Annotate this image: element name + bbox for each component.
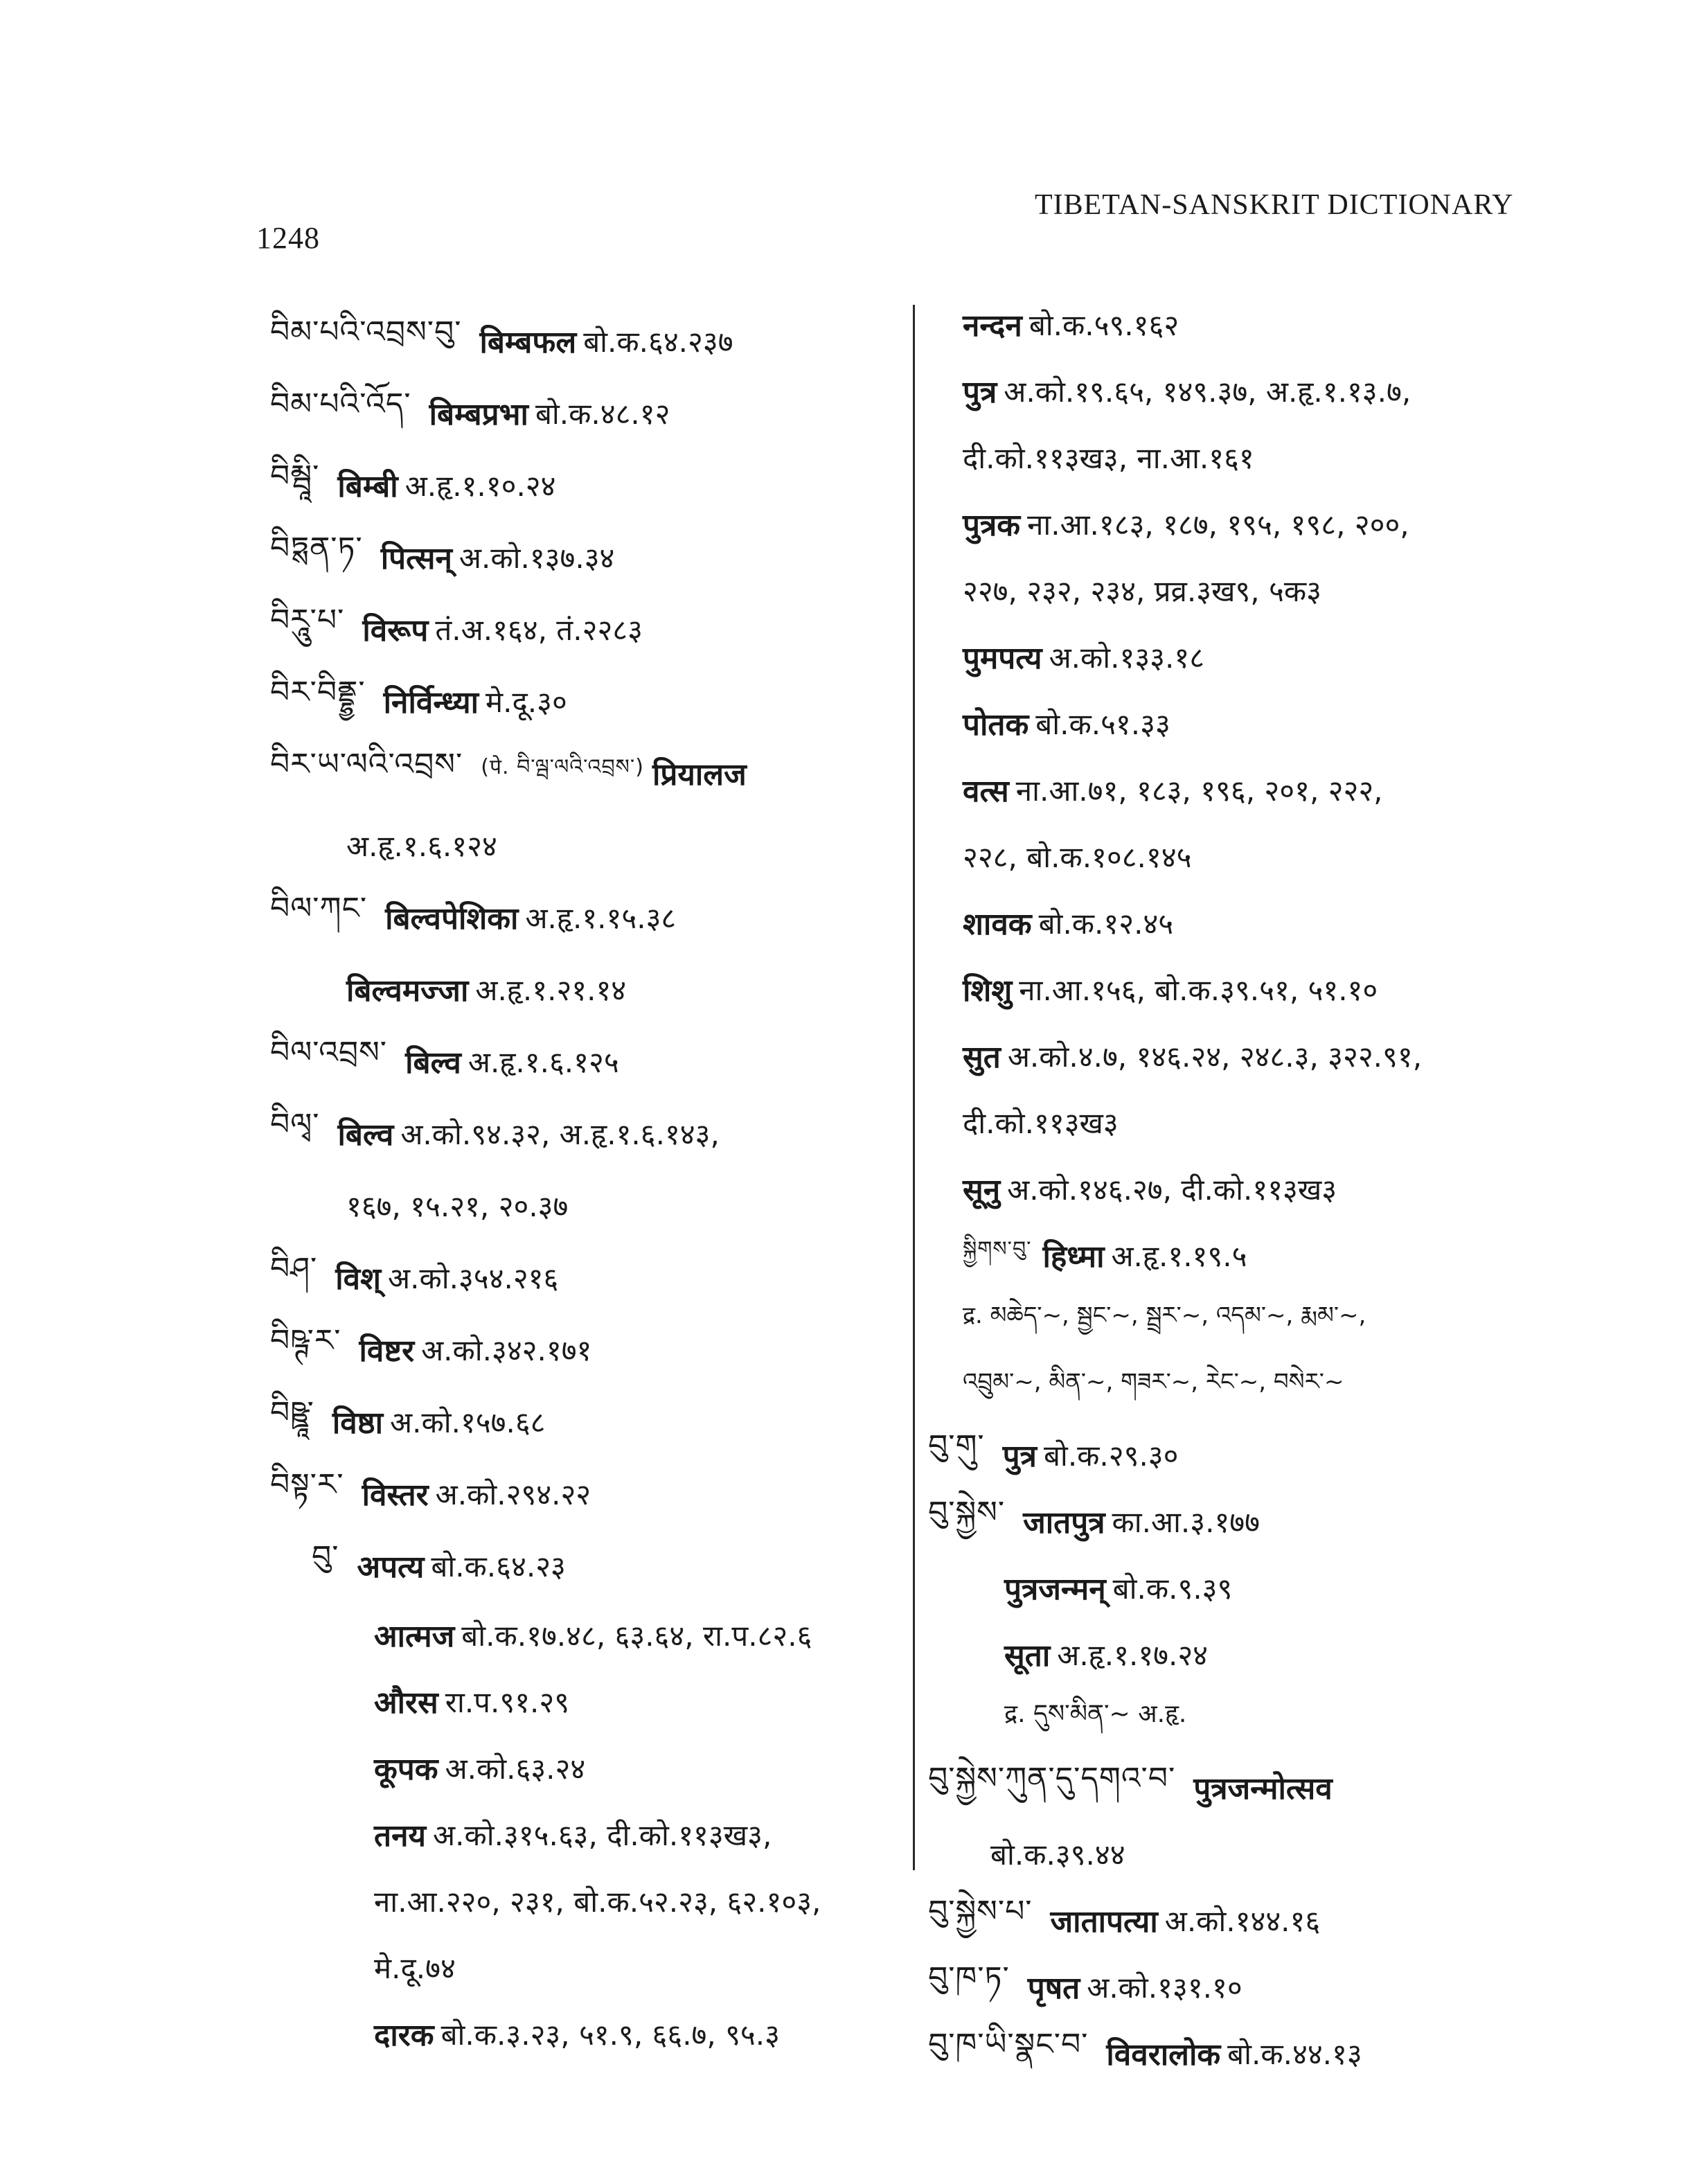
tibetan-headword: བིམྦཱི་ [270, 459, 320, 494]
sanskrit-term: बिल्व [405, 1045, 461, 1081]
sanskrit-term: तनय [374, 1818, 427, 1854]
sanskrit-term: बिल्वमज्जा [346, 973, 469, 1009]
variant-note: (पे. བི་ལྦ་ལའི་འབྲས་) [481, 755, 644, 779]
sanskrit-term: विवरालोक [1106, 2037, 1221, 2072]
tibetan-headword: བིར་བིནྡྷྱ་ [270, 675, 366, 710]
sanskrit-term: विस्तर [362, 1477, 429, 1513]
reference: दी.को.११३ख३ [963, 1106, 1119, 1140]
reference: २२७, २३२, २३४, प्रव्र.३ख९, ५क३ [963, 574, 1321, 608]
reference: बो.क.१७.४८, ६३.६४, रा.प.८२.६ [461, 1618, 812, 1653]
reference: बो.क.३.२३, ५१.९, ६६.७, ९५.३ [440, 2017, 780, 2052]
sub-entry [928, 291, 1538, 357]
reference: अ.को.१९.६५, १४९.३७, अ.हृ.१.१३.७, [1004, 374, 1411, 409]
sanskrit-term: शावक [963, 907, 1032, 942]
reference: ना.आ.२२०, २३१, बो.क.५२.२३, ६२.१०३, [374, 1884, 821, 1919]
sanskrit-term: पुत्र [963, 375, 997, 410]
column-divider [913, 305, 915, 1870]
reference: बो.क.२९.३० [1043, 1438, 1179, 1473]
sanskrit-term: हिध्मा [1042, 1239, 1105, 1275]
entry [928, 1488, 1538, 1554]
continuation-line [928, 823, 1538, 889]
sanskrit-term: पुत्रजन्मन् [1004, 1572, 1106, 1607]
sanskrit-term: वत्स [963, 774, 1009, 809]
reference: अ.को.३१५.६३, दी.को.११३ख३, [433, 1818, 772, 1852]
sub-entry [928, 357, 1538, 424]
entry [270, 737, 893, 809]
tibetan-headword: བུ་སྐྱེས་ཀུན་དུ་དགའ་བ་ [928, 1761, 1176, 1796]
reference: अ.हृ.१.१९.५ [1111, 1239, 1247, 1273]
sanskrit-term: औरस [374, 1685, 438, 1721]
sub-entry [270, 2000, 893, 2067]
reference: मे.दू.७४ [374, 1951, 456, 1985]
sub-entry [928, 889, 1538, 956]
page-number: 1248 [256, 221, 320, 255]
tibetan-headword: བིཤ་ [270, 1251, 318, 1286]
entry [270, 593, 893, 665]
sanskrit-term: सूनु [963, 1173, 1001, 1208]
sanskrit-term: पोतक [963, 707, 1029, 743]
entry [270, 1457, 893, 1529]
entry [928, 1222, 1538, 1288]
tibetan-headword: བིསྟ་ར་ [270, 1467, 344, 1502]
reference: अ.को.१३१.१० [1087, 1970, 1243, 2005]
tibetan-headword: བུ་ [312, 1539, 339, 1574]
tibetan-headword: བིཥྛཱ་ [270, 1395, 314, 1430]
sub-entry [928, 490, 1538, 557]
reference: अ.को.३५४.२१६ [388, 1261, 559, 1295]
reference: अ.को.३४२.१७१ [421, 1333, 592, 1367]
sub-entry [928, 1554, 1538, 1621]
sub-entry [270, 1801, 893, 1867]
reference: अ.हृ.१.६.१२४ [346, 828, 497, 863]
tibetan-headword: བུ་སྐྱེས་པ་ [928, 1894, 1033, 1929]
running-head: TIBETAN-SANSKRIT DICTIONARY [1035, 189, 1514, 221]
sanskrit-term: पुमपत्य [963, 641, 1042, 676]
sub-entry [928, 756, 1538, 823]
reference: अ.हृ.१.१०.२४ [404, 468, 556, 503]
entry [270, 1025, 893, 1097]
sanskrit-term: विरूप [362, 613, 429, 648]
sanskrit-term: विश् [335, 1261, 382, 1297]
sanskrit-term: सूता [1004, 1638, 1051, 1673]
sanskrit-term: पुत्रजन्मोत्सव [1193, 1771, 1333, 1806]
reference: अ.को.१४४.१६ [1164, 1903, 1321, 1938]
sanskrit-term: बिम्बप्रभा [429, 397, 528, 432]
sub-entry [928, 956, 1538, 1022]
entry [270, 1313, 893, 1385]
cross-reference-text: འབྲུམ་~, མིན་~, གཟར་~, རེང་~, བསེར་~ [963, 1368, 1344, 1396]
tibetan-headword: བིལ་ཀང་ [270, 891, 368, 926]
tibetan-headword: བུ་གུ་ [928, 1428, 985, 1464]
reference: अ.हृ.१.१७.२४ [1057, 1637, 1209, 1672]
tibetan-headword: བིལྭ་ [270, 1107, 320, 1142]
cross-reference-text: द्र. དུས་མིན་~ अ.हृ. [1004, 1700, 1187, 1728]
reference: अ.को.१३७.३४ [458, 540, 615, 575]
sub-entry [270, 1668, 893, 1734]
sanskrit-term: विष्ठा [332, 1405, 384, 1441]
sanskrit-term: पित्सन् [380, 541, 452, 576]
reference: बो.क.९.३९ [1112, 1571, 1233, 1606]
sanskrit-term: प्रियालज [652, 757, 747, 792]
entry [270, 449, 893, 521]
sanskrit-term: अपत्य [357, 1550, 425, 1585]
sanskrit-term: आत्मज [374, 1619, 455, 1654]
entry [928, 1887, 1538, 1953]
sanskrit-term: पुत्रक [963, 508, 1021, 543]
sanskrit-term: पृषत [1027, 1971, 1080, 2006]
sanskrit-term: शिशु [963, 973, 1013, 1009]
reference: अ.को.४.७, १४६.२४, २४८.३, ३२२.९१, [1007, 1039, 1423, 1074]
continuation-line [270, 1934, 893, 2000]
entry [270, 1385, 893, 1457]
reference: बो.क.५१.३३ [1035, 707, 1170, 741]
sanskrit-term: बिम्बी [337, 469, 398, 504]
reference: मे.दू.३० [485, 684, 567, 719]
sub-entry [928, 1155, 1538, 1222]
reference: ना.आ.१५६, बो.क.३९.५१, ५१.१० [1019, 973, 1378, 1007]
reference: रा.प.९१.२९ [445, 1685, 570, 1719]
reference: अ.हृ.१.१५.३८ [525, 900, 677, 935]
tibetan-headword: བིམ་པའི་འབྲས་བུ་ [270, 314, 462, 350]
reference: २२८, बो.क.१०८.१४५ [963, 840, 1192, 874]
entry [270, 881, 893, 953]
right-column [928, 291, 1538, 2086]
entry [928, 2020, 1538, 2086]
reference: बो.क.४८.१२ [535, 396, 670, 431]
sanskrit-term: सुत [963, 1040, 1001, 1075]
entry [270, 377, 893, 449]
sanskrit-term: कूपक [374, 1752, 438, 1787]
entry [928, 1421, 1538, 1488]
tibetan-headword: བིཥྚ་ར་ [270, 1323, 341, 1358]
continuation-line [928, 1089, 1538, 1155]
tibetan-headword: བིཏྶན་ཏ་ [270, 531, 363, 566]
left-column [270, 305, 893, 2067]
entry [270, 1529, 893, 1601]
cross-reference [928, 1288, 1538, 1355]
tibetan-headword: བིར་ཡ་ལའི་འབྲས་ [270, 747, 463, 782]
sanskrit-term: जातपुत्र [1023, 1505, 1105, 1541]
entry [270, 305, 893, 377]
tibetan-headword: བིརཱུ་པ་ [270, 603, 345, 638]
reference: १६७, १५.२१, २०.३७ [346, 1189, 569, 1223]
cross-reference-text: द्र. མཆེད་~, སྦྱང་~, སྦྲར་~, འདམ་~, རྨམ་~, [963, 1302, 1366, 1329]
tibetan-headword: སྐྱིགས་བུ་ [963, 1237, 1032, 1261]
tibetan-headword: བིམ་པའི་འོད་ [270, 387, 411, 422]
reference: अ.को.६३.२४ [445, 1751, 586, 1786]
sanskrit-term: दारक [374, 2018, 434, 2053]
entry [270, 1097, 893, 1169]
sanskrit-term: निर्विन्ध्या [383, 685, 479, 720]
entry [270, 1241, 893, 1313]
reference: अ.को.१३३.१८ [1049, 640, 1205, 675]
sub-entry [928, 623, 1538, 690]
sub-entry [270, 953, 893, 1025]
sub-entry [270, 1601, 893, 1668]
sanskrit-term: बिल्व [337, 1117, 394, 1153]
reference: बो.क.१२.४५ [1038, 906, 1174, 941]
reference: अ.को.१४६.२७, दी.को.११३ख३ [1007, 1172, 1337, 1207]
reference: बो.क.५९.१६२ [1028, 308, 1179, 342]
continuation-line [928, 424, 1538, 490]
tibetan-headword: བུ་ཁ་ཡི་སྣང་བ་ [928, 2027, 1089, 2062]
sub-entry [928, 1022, 1538, 1089]
sanskrit-term: पुत्र [1002, 1439, 1037, 1474]
sanskrit-term: बिम्बफल [479, 325, 577, 360]
reference: बो.क.४४.१३ [1227, 2036, 1362, 2071]
reference: बो.क.३९.४४ [990, 1837, 1125, 1872]
sub-entry [270, 1734, 893, 1801]
continuation-line [270, 809, 893, 881]
reference: दी.को.११३ख३, ना.आ.१६१ [963, 441, 1254, 475]
sanskrit-term: जातापत्या [1050, 1904, 1158, 1939]
reference: तं.अ.१६४, तं.२२८३ [435, 612, 643, 647]
reference: बो.क.६४.२३७ [583, 324, 733, 359]
reference: ना.आ.७१, १८३, १९६, २०१, २२२, [1015, 773, 1383, 808]
tibetan-headword: བུ་ཁ་ཏ་ [928, 1960, 1010, 1996]
sanskrit-term: बिल्वपेशिका [385, 901, 519, 936]
entry [928, 1754, 1538, 1820]
sanskrit-term: विष्टर [359, 1333, 415, 1369]
tibetan-headword: བིལ་འབྲས་ [270, 1035, 388, 1070]
reference: अ.को.९४.३२, अ.हृ.१.६.१४३, [400, 1117, 720, 1151]
sanskrit-term: नन्दन [963, 308, 1022, 344]
entry [270, 521, 893, 593]
reference: बो.क.६४.२३ [431, 1549, 566, 1583]
continuation-line [928, 557, 1538, 623]
reference: अ.को.१५७.६८ [390, 1405, 546, 1439]
reference: अ.हृ.१.२१.१४ [475, 973, 627, 1007]
reference: अ.को.२९४.२२ [435, 1477, 591, 1511]
reference: ना.आ.१८३, १८७, १९५, १९८, २००, [1027, 507, 1409, 542]
continuation-line [270, 1867, 893, 1934]
entry [270, 665, 893, 737]
cross-reference [928, 1355, 1538, 1421]
continuation-line [270, 1169, 893, 1241]
sub-entry [928, 1621, 1538, 1687]
tibetan-headword: བུ་སྐྱེས་ [928, 1495, 1006, 1530]
reference: अ.हृ.१.६.१२५ [467, 1045, 619, 1079]
sub-entry [928, 690, 1538, 756]
reference: का.आ.३.१७७ [1112, 1504, 1260, 1539]
